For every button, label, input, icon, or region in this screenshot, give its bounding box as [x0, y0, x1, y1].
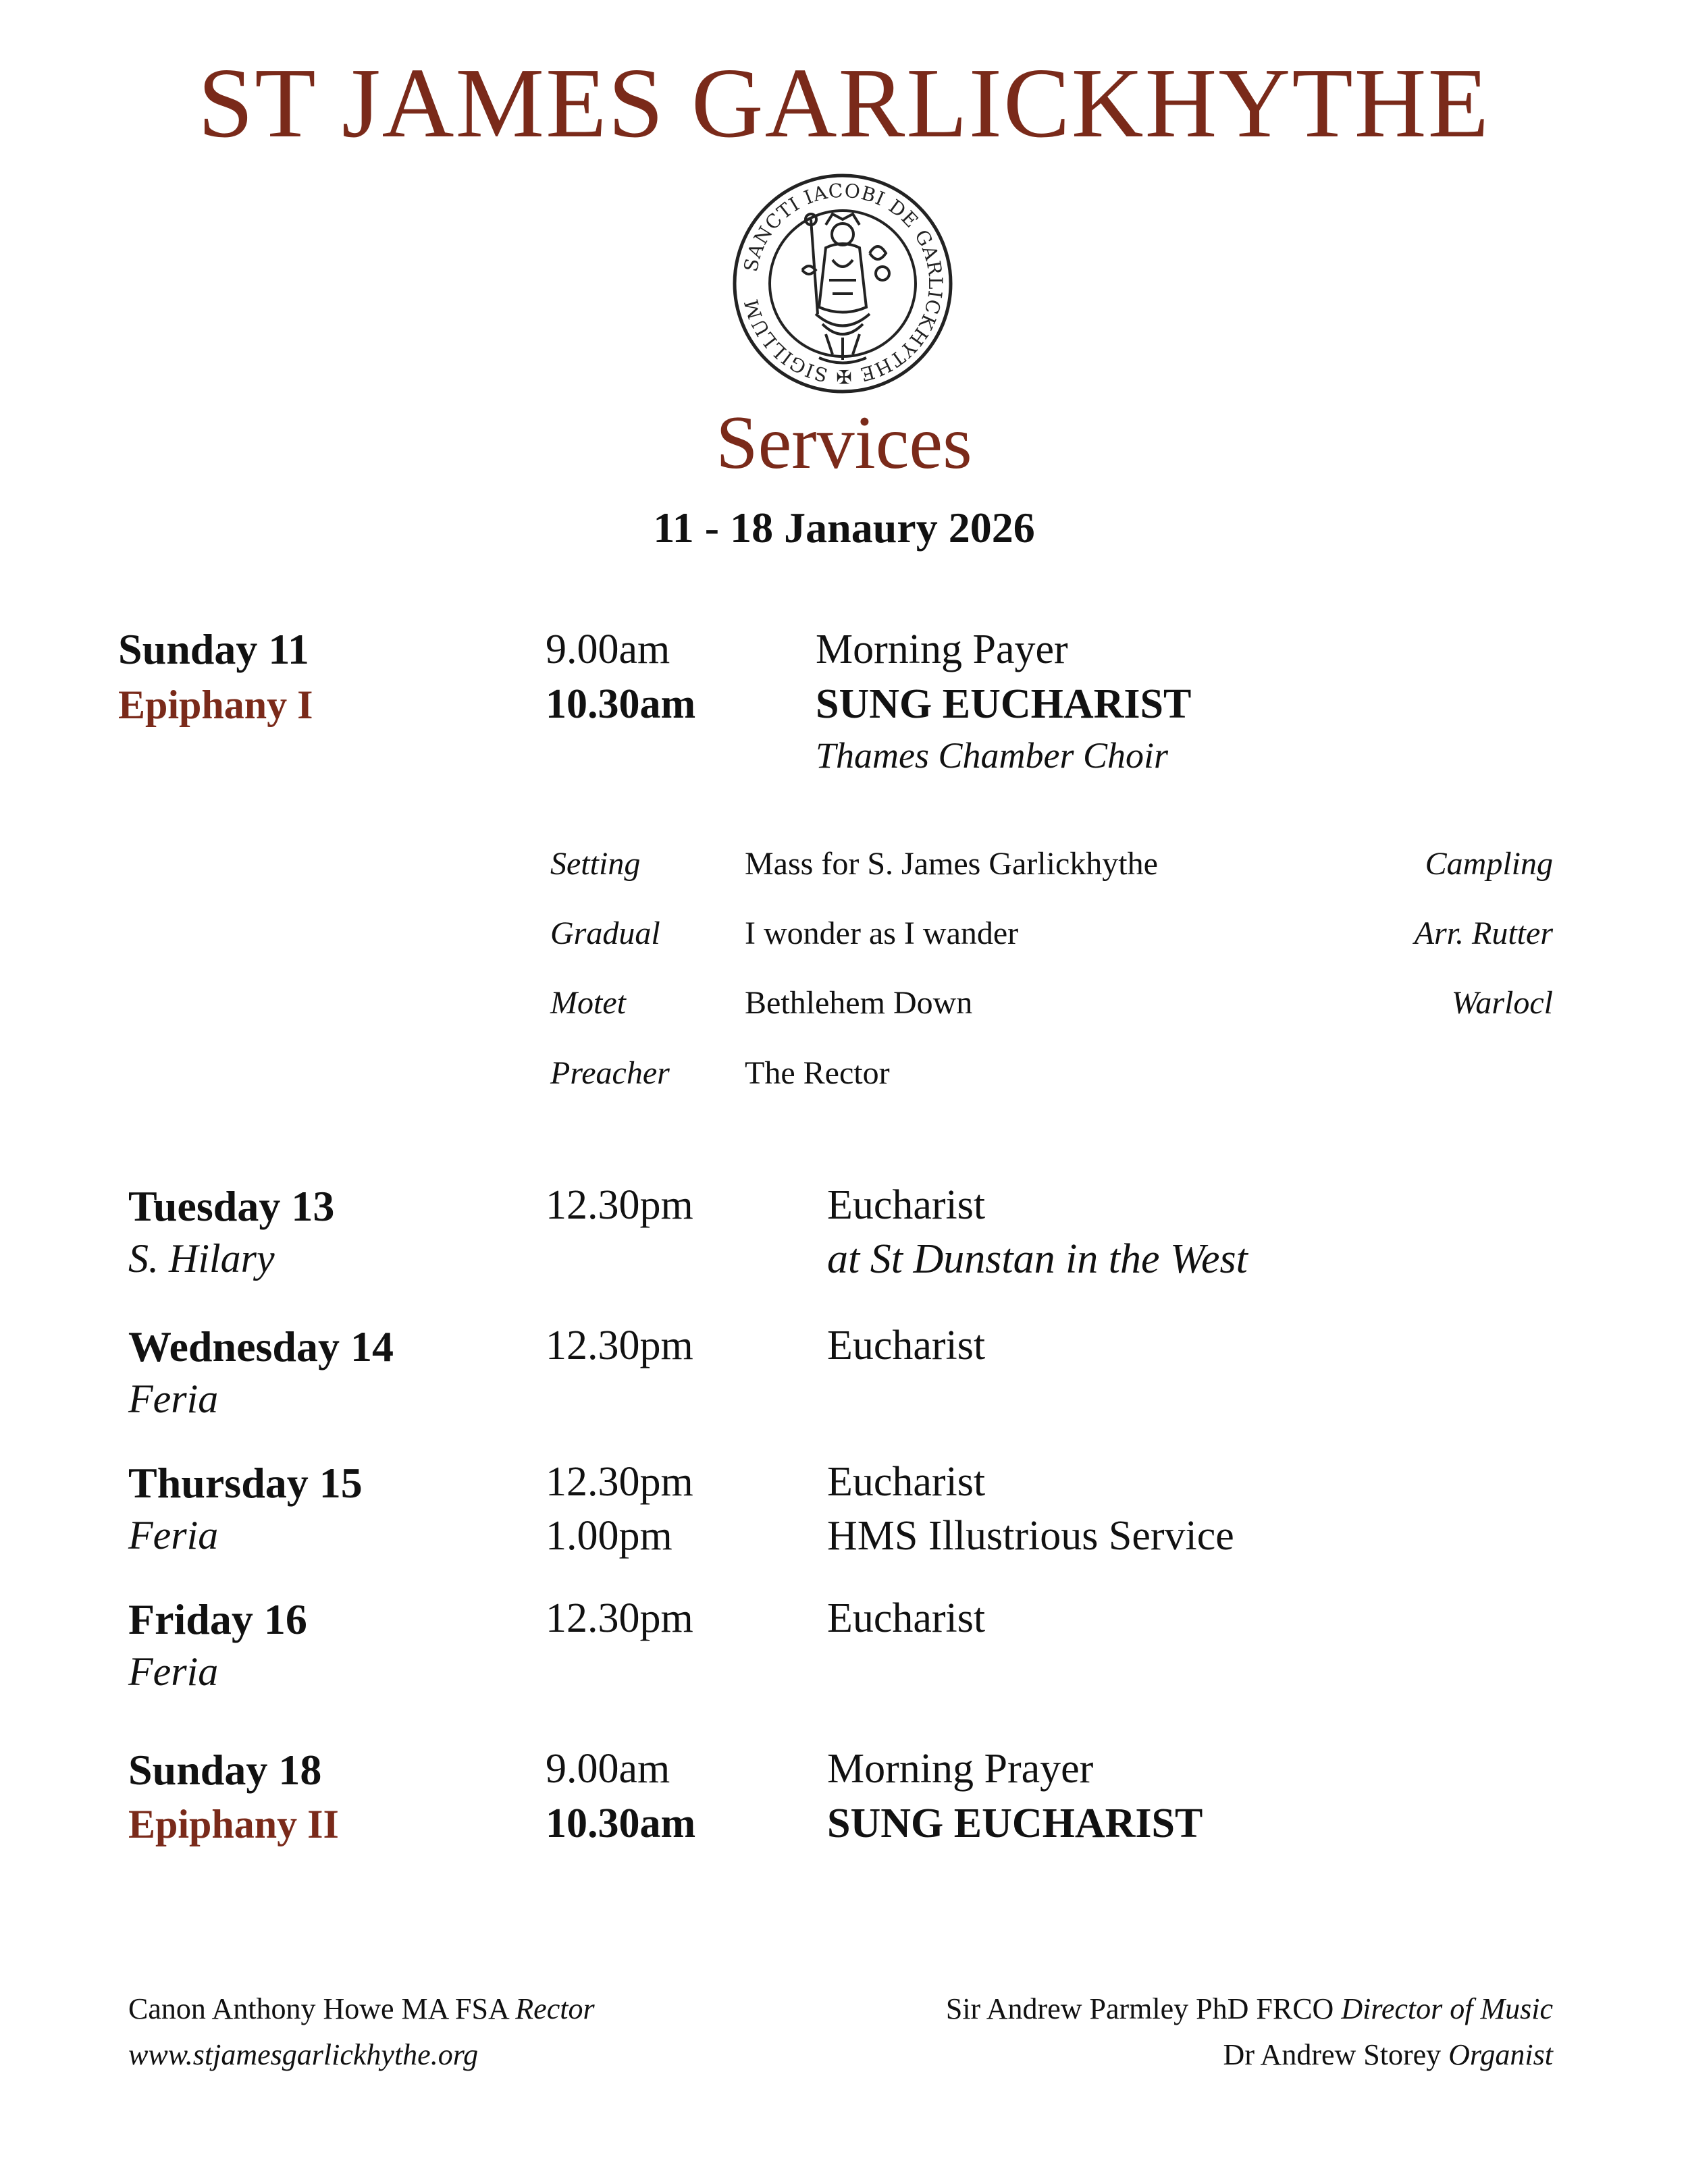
director-role: Director of Music: [1341, 1992, 1553, 2025]
service-note: at St Dunstan in the West: [827, 1236, 1248, 1282]
page-heading: Services: [716, 401, 972, 485]
director-name: Sir Andrew Parmley PhD FRCO: [945, 1992, 1334, 2025]
service-name: SUNG EUCHARIST: [827, 1801, 1203, 1846]
day-tuesday-13: Tuesday 13: [128, 1182, 335, 1230]
music-label: Gradual: [550, 915, 660, 951]
seal-icon: [731, 172, 954, 395]
service-name: Eucharist: [827, 1459, 986, 1505]
service-name: Eucharist: [827, 1595, 986, 1641]
music-composer: Arr. Rutter: [1414, 915, 1553, 951]
day-sunday-11: Sunday 11: [118, 625, 309, 673]
church-name: ST JAMES GARLICKHYTHE: [197, 48, 1491, 159]
music-piece: I wonder as I wander: [745, 915, 1019, 951]
church-seal: [731, 172, 954, 395]
music-piece: Mass for S. James Garlickhythe: [745, 846, 1158, 882]
organist-role: Organist: [1448, 2038, 1553, 2071]
feast-feria: Feria: [128, 1649, 219, 1694]
organist-name: Dr Andrew Storey: [1223, 2038, 1442, 2071]
website-link[interactable]: www.stjamesgarlickhythe.org: [128, 2038, 479, 2071]
feast-feria: Feria: [128, 1513, 219, 1557]
service-time: 12.30pm: [546, 1323, 693, 1368]
day-sunday-18: Sunday 18: [128, 1746, 322, 1794]
music-label: Motet: [550, 985, 626, 1021]
service-name: Eucharist: [827, 1323, 986, 1368]
music-composer: Campling: [1425, 846, 1553, 882]
day-wednesday-14: Wednesday 14: [128, 1323, 394, 1370]
svg-text:SANCTI IACOBI DE GARLICKHYTHE: SANCTI IACOBI DE GARLICKHYTHE ✠ SIGILLUM: [739, 179, 947, 388]
service-name: HMS Illustrious Service: [827, 1513, 1234, 1559]
day-thursday-15: Thursday 15: [128, 1459, 363, 1507]
service-name: Morning Payer: [816, 627, 1068, 672]
footer-organist: [743, 2037, 1553, 2072]
service-name: SUNG EUCHARIST: [816, 681, 1192, 727]
service-time: 10.30am: [546, 1801, 696, 1846]
music-piece: Bethlehem Down: [745, 985, 973, 1021]
footer-rector: [128, 1992, 595, 2026]
day-friday-16: Friday 16: [128, 1595, 307, 1643]
feast-epiphany-ii: Epiphany II: [128, 1802, 339, 1846]
service-time: 12.30pm: [546, 1459, 693, 1505]
rector-name: Canon Anthony Howe MA FSA: [128, 1992, 508, 2025]
service-time: 12.30pm: [546, 1595, 693, 1641]
date-range: 11 - 18 Janaury 2026: [653, 504, 1035, 552]
feast-feria: Feria: [128, 1377, 219, 1421]
music-composer: Warlocl: [1451, 985, 1553, 1021]
service-name: Eucharist: [827, 1182, 986, 1228]
feast-s-hilary: S. Hilary: [128, 1236, 275, 1281]
footer-director: [743, 1992, 1553, 2026]
music-label: Preacher: [550, 1055, 670, 1091]
music-label: Setting: [550, 846, 641, 882]
service-time: 9.00am: [546, 1746, 670, 1792]
service-name: Morning Prayer: [827, 1746, 1094, 1792]
service-time: 9.00am: [546, 627, 670, 672]
service-time: 10.30am: [546, 681, 696, 727]
music-piece: The Rector: [745, 1055, 890, 1091]
service-note: Thames Chamber Choir: [816, 735, 1169, 776]
service-time: 1.00pm: [546, 1513, 672, 1559]
feast-epiphany-i: Epiphany I: [118, 683, 313, 727]
rector-role: Rector: [515, 1992, 595, 2025]
service-time: 12.30pm: [546, 1182, 693, 1228]
